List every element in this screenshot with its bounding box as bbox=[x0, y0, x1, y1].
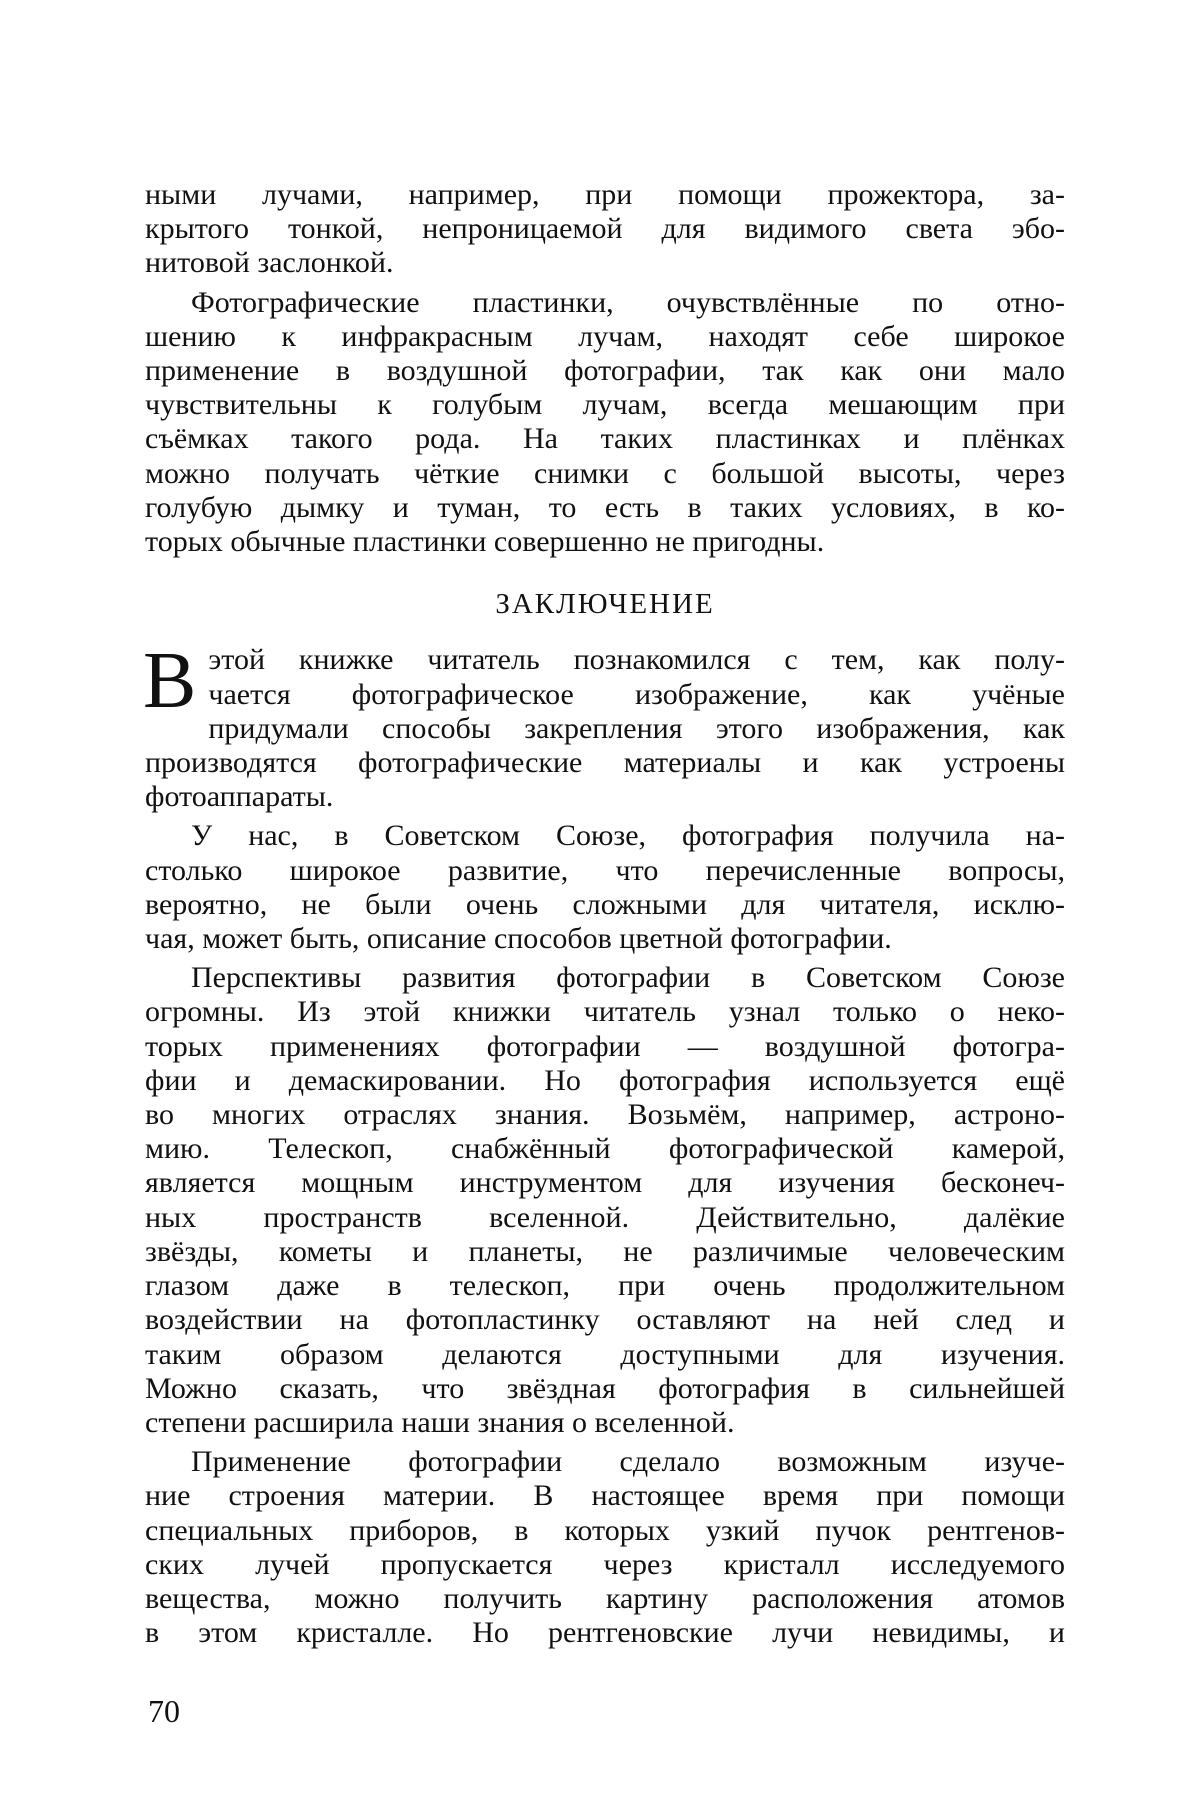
paragraph bbox=[145, 286, 1065, 560]
text-line: огромны. Из этой книжки читатель узнал только о неко- bbox=[145, 995, 1065, 1029]
drop-cap: В bbox=[143, 637, 197, 726]
text-line: У нас, в Советском Союзе, фотография получила на- bbox=[191, 819, 1065, 853]
text-line: вещества, можно получить картину расположения атомов bbox=[145, 1581, 1065, 1615]
text-line: звёзды, кометы и планеты, не различимые человеческим bbox=[145, 1234, 1065, 1268]
section-heading: ЗАКЛЮЧЕНИЕ bbox=[495, 588, 715, 621]
text-line: ских лучей пропускается через кристалл исследуемого bbox=[145, 1547, 1065, 1581]
text-line: Применение фотографии сделало возможным изуче- bbox=[191, 1445, 1065, 1479]
text-line: крытого тонкой, непроницаемой для видимого света эбо- bbox=[145, 212, 1065, 246]
text-line: фотоаппараты. bbox=[145, 780, 334, 814]
text-line: производятся фотографические материалы и как устроены bbox=[145, 746, 1065, 780]
paragraph bbox=[145, 178, 1065, 281]
text-line: нитовой заслонкой. bbox=[145, 246, 394, 280]
text-line: столько широкое развитие, что перечисленные вопросы, bbox=[145, 853, 1065, 887]
text-line: Фотографические пластинки, очувствлённые по отно- bbox=[191, 285, 1065, 319]
text-line: торых обычные пластинки совершенно не пригодны. bbox=[145, 525, 825, 559]
text-line: Можно сказать, что звёздная фотография в сильнейшей bbox=[145, 1371, 1065, 1405]
text-line: чувствительны к голубым лучам, всегда мешающим при bbox=[145, 388, 1065, 422]
text-line: во многих отраслях знания. Возьмём, например, астроно- bbox=[145, 1098, 1065, 1132]
paragraph bbox=[145, 819, 1065, 956]
text-line: съёмках такого рода. На таких пластинках и плёнках bbox=[145, 422, 1065, 456]
first-paragraph bbox=[143, 637, 1065, 814]
text-line: степени расширила наши знания о вселенной. bbox=[145, 1405, 735, 1439]
text-line: ние строения материи. В настоящее время при помощи bbox=[145, 1479, 1065, 1513]
text-line: применение в воздушной фотографии, так как они мало bbox=[145, 354, 1065, 388]
text-line: чая, может быть, описание способов цветной фотографии. bbox=[145, 922, 892, 956]
text-line: этой книжке читатель познакомился с тем, как полу- bbox=[208, 643, 1065, 677]
text-line: фии и демаскировании. Но фотография используется ещё bbox=[145, 1063, 1065, 1097]
text-line: ных пространств вселенной. Действительно, далёкие bbox=[145, 1200, 1065, 1234]
text-line: глазом даже в телескоп, при очень продолжительном bbox=[145, 1269, 1065, 1303]
text-line: можно получать чёткие снимки с большой высоты, через bbox=[145, 456, 1065, 490]
text-line: придумали способы закрепления этого изображения, как bbox=[208, 711, 1065, 745]
text-line: вероятно, не были очень сложными для читателя, исклю- bbox=[145, 887, 1065, 921]
paragraph bbox=[145, 1445, 1065, 1650]
text-line: является мощным инструментом для изучения бесконеч- bbox=[145, 1166, 1065, 1200]
page-number: 70 bbox=[148, 1693, 180, 1729]
first-paragraph-lines bbox=[143, 637, 1065, 814]
text-line: специальных приборов, в которых узкий пучок рентгенов- bbox=[145, 1513, 1065, 1547]
text-line: в этом кристалле. Но рентгеновские лучи невидимы, и bbox=[145, 1616, 1065, 1650]
text-line: мию. Телескоп, снабжённый фотографической камерой, bbox=[145, 1132, 1065, 1166]
text-line: торых применениях фотографии — воздушной фотогра- bbox=[145, 1029, 1065, 1063]
text-line: ными лучами, например, при помощи прожектора, за- bbox=[145, 178, 1065, 211]
text-line: шению к инфракрасным лучам, находят себе широкое bbox=[145, 319, 1065, 353]
paragraph bbox=[145, 961, 1065, 1440]
text-line: голубую дымку и туман, то есть в таких условиях, в ко- bbox=[145, 490, 1065, 524]
text-column bbox=[145, 178, 1065, 1650]
text-line: чается фотографическое изображение, как учёные bbox=[208, 677, 1065, 711]
text-line: таким образом делаются доступными для изучения. bbox=[145, 1337, 1065, 1371]
text-line: Перспективы развития фотографии в Советском Союзе bbox=[191, 961, 1065, 995]
top-paragraphs bbox=[145, 178, 1065, 559]
text-line: воздействии на фотопластинку оставляют на ней след и bbox=[145, 1303, 1065, 1337]
bottom-paragraphs bbox=[145, 819, 1065, 1650]
